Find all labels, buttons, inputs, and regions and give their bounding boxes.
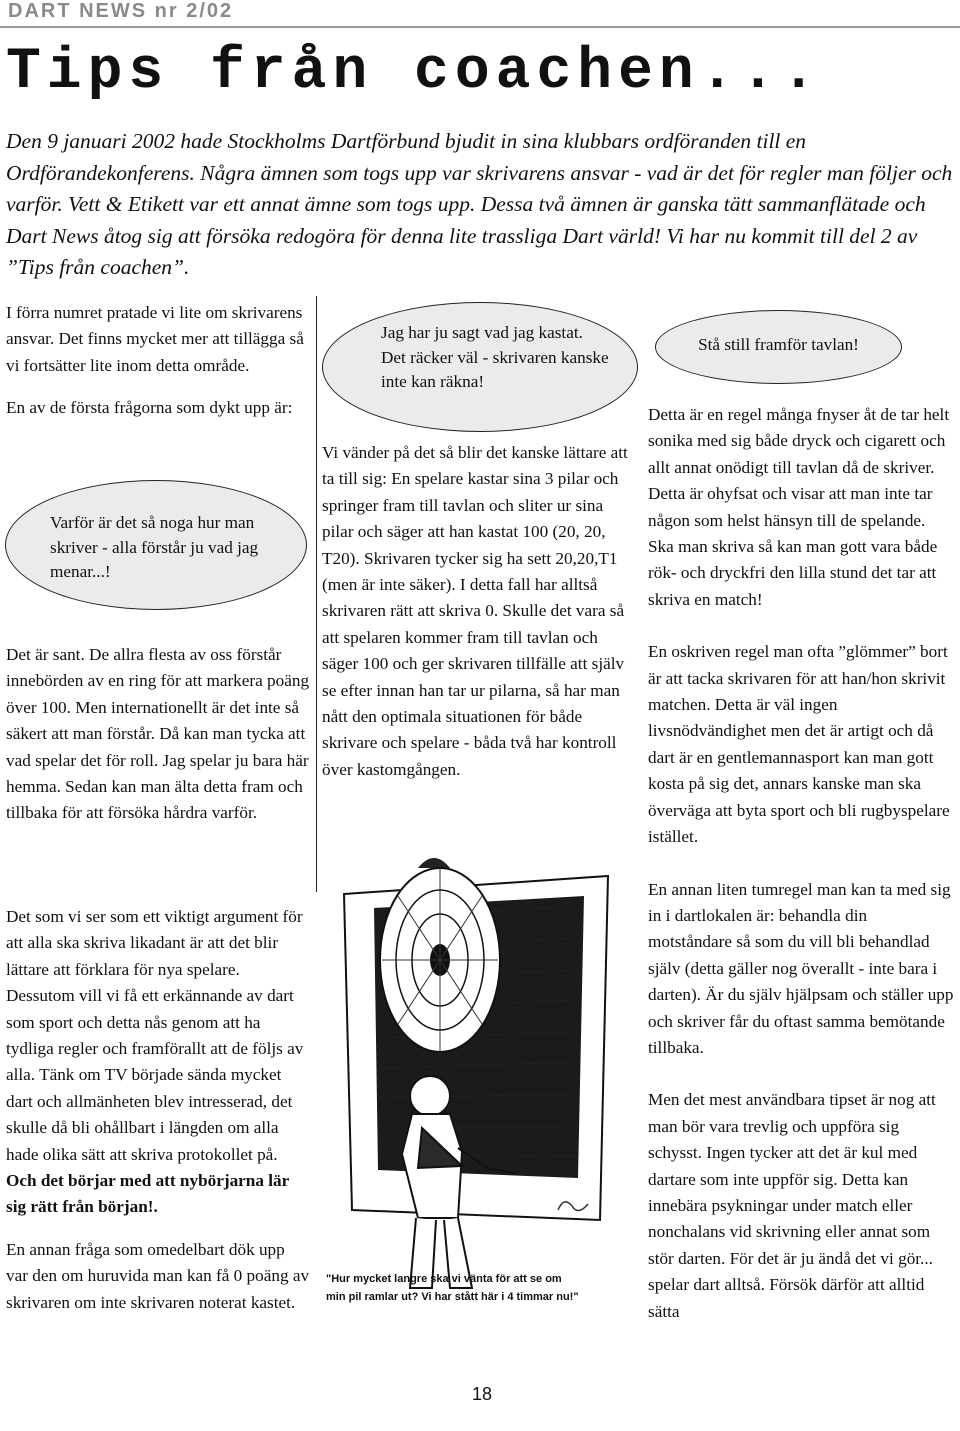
col1-paragraph-5: En annan fråga som omedelbart dök upp var den om huruvida man kan få 0 poäng av skrivaren om inte skrivaren noterat kastet. — [6, 1239, 310, 1312]
col3-paragraph-4: Men det mest användbara tipset är nog att man bör vara trevlig och uppföra sig schysst. Ingen tycker att det är kul med dartare som inte uppför sig. Detta kan innebära psykningar under match eller nonchalans vid skrivning eller annat som stör darten. För det är ju ändå det vi gör... spelar dart alltså. Försök därför att alltid sätta — [648, 1090, 936, 1321]
column-1-middle — [6, 642, 310, 827]
cartoon-caption-line-2: min pil ramlar ut? Vi har stått här i 4 timmar nu!" — [326, 1291, 579, 1303]
speech-bubble-3 — [655, 310, 902, 384]
column-2-text — [322, 440, 634, 783]
speech-bubble-3-text: Stå still framför tavlan! — [698, 335, 859, 354]
speech-bubble-1 — [5, 480, 307, 610]
dartboard-icon — [380, 868, 500, 1052]
col1-paragraph-4-bold: Och det börjar med att nybörjarna lär sig rätt från början!. — [6, 1171, 289, 1217]
col1-paragraph-4: Det som vi ser som ett viktigt argument för att alla ska skriva likadant är att det blir lättare att förklara för nya spelare. Dessutom vill vi få ett erkännande av dart som sport och detta nås genom att ha tydliga regler och framförallt att de följs av alla. Tänk om TV började sända mycket dart och allmänheten blev intresserad, det skulle då bli ohållbart i längden om alla hade olika sätt att skriva protokollet på. — [6, 907, 304, 1164]
col2-paragraph-1: Vi vänder på det så blir det kanske lättare att ta till sig: En spelare kastar sina 3 pilar och springer fram till tavlan och sliter ur sina pilar och säger att han kastat 100 (20, 20, T20). Skrivaren tycker sig ha sett 20,20,T1 (men är inte säker). I detta fall har alltså skrivaren rätt att skriva 0. Skulle det vara så att spelaren kommer fram till tavlan och säger 100 och ger skrivaren tillfälle att själv se efter innan han tar ur pilarna, så har man nått den optimala situationen för både skrivare och spelare - båda två har kontroll över kastomgången. — [322, 443, 628, 779]
header-divider — [0, 26, 960, 28]
magazine-header: DART NEWS nr 2/02 — [8, 0, 234, 22]
column-1-bottom — [6, 904, 310, 1316]
page-number: 18 — [472, 1384, 493, 1404]
speech-bubble-2 — [322, 302, 638, 432]
col3-paragraph-2: En oskriven regel man ofta ”glömmer” bort är att tacka skrivaren för att han/hon skrivit matchen. Detta är väl ingen livsnödvändighet men det är artigt och då dart är en gentlemannasport kan man gott kosta på sig det, annars kanske man ska överväga att byta sport och bli rugbyspelare istället. — [648, 642, 950, 847]
article-intro: Den 9 januari 2002 hade Stockholms Dartförbund bjudit in sina klubbars ordföranden till en Ordförandekonferens. Några ämnen som togs upp var skrivarens ansvar - vad är det för regler man följer och varför. Vett & Etikett var ett annat ämne som togs upp. Dessa två ämnen är ganska tätt sammanflätade och Dart News åtog sig att försöka redogöra för denna lite trassliga Dart värld! Vi har nu kommit till del 2 av ”Tips från coachen”. — [6, 129, 953, 279]
col3-paragraph-1: Detta är en regel många fnyser åt de tar helt sonika med sig både dryck och cigarett och allt annat onödigt till tavlan då de skriver. Detta är ohyfsat och visar att man inte tar någon som helst hänsyn till de spelande. Ska man skriva så kan man gott vara både rök- och dryckfri den lilla stund det tar att skriva en match! — [648, 405, 950, 609]
cartoon-caption-line-1: "Hur mycket langre ska vi vänta för att se om — [326, 1273, 562, 1285]
speech-bubble-2-text: Jag har ju sagt vad jag kastat. Det räcker väl - skrivaren kanske inte kan räkna! — [381, 323, 609, 391]
column-divider — [316, 296, 317, 892]
column-1-top — [6, 300, 310, 422]
speech-bubble-1-text: Varför är det så noga hur man skriver - alla förstår ju vad jag menar...! — [50, 513, 259, 581]
col1-paragraph-3: Det är sant. De allra flesta av oss förstår innebörden av en ring för att markera poäng över 100. Men internationellt är det inte så säkert att man förstår. Då kan man tycka att vad spelar det för roll. Jag spelar ju bara här hemma. Sedan kan man älta detta fram och tillbaka för att försöka hårdra varför. — [6, 645, 310, 823]
col1-paragraph-2: En av de första frågorna som dykt upp är: — [6, 398, 293, 418]
article-title: Tips från coachen... — [6, 40, 823, 105]
col3-paragraph-3: En annan liten tumregel man kan ta med sig in i dartlokalen är: behandla din motståndare så som du vill bli behandlad själv (detta gäller nog överallt - inte bara i darten). Är du själv hjälpsam och ställer upp och skriver får du oftast samma bemötande tillbaka. — [648, 879, 954, 1057]
column-3-text — [648, 402, 954, 1325]
cartoon-illustration — [322, 848, 634, 1326]
col1-paragraph-1: I förra numret pratade vi lite om skrivarens ansvar. Det finns mycket mer att tillägga så vi fortsätter lite inom detta område. — [6, 303, 304, 375]
